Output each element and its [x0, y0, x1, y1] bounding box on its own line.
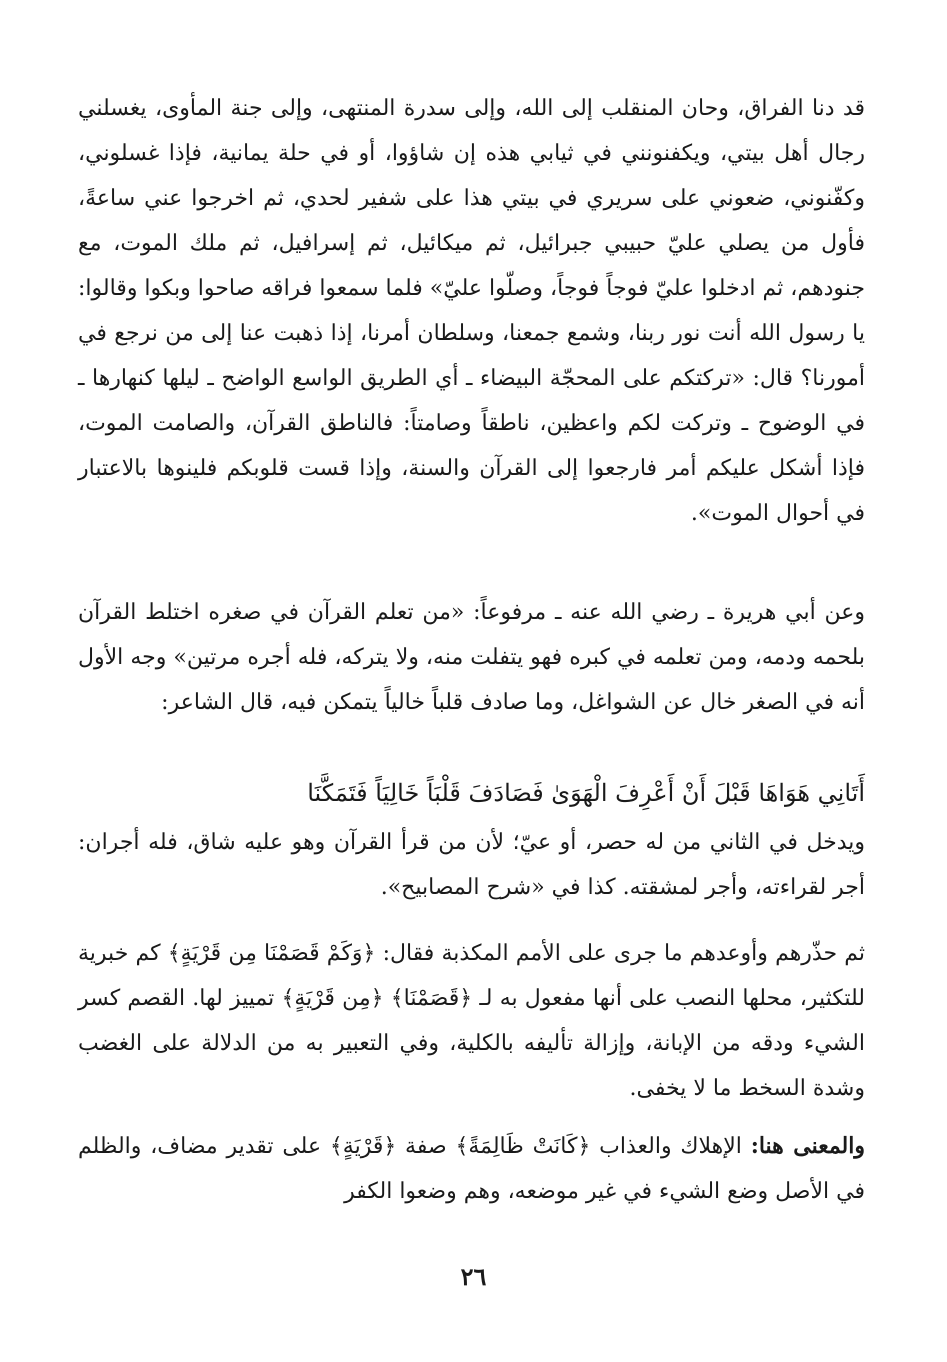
paragraph-qasamna-explanation: ثم حذّرهم وأوعدهم ما جرى على الأمم المكذبة فقال: ﴿وَكَمْ قَصَمْنَا مِن قَرْيَةٍ﴾ كم خبرية للتكثير، محلها النصب على أنها مفعول به لـ ﴿قَصَمْنَا﴾ ﴿مِن قَرْيَةٍ﴾ تمييز لها. القصم كسر الشيء ودقه من الإبانة، وإزالة تأليفه بالكلية، وفي التعبير به من الدلالة على الغضب وشدة السخط ما لا يخفى. — [78, 941, 865, 1101]
paragraph-abu-hurayra-hadith: وعن أبي هريرة ـ رضي الله عنه ـ مرفوعاً: «من تعلم القرآن في صغره اختلط القرآن بلحمه ودمه، ومن تعلمه في كبره فهو يتفلت منه، ولا يتركه، فله أجره مرتين» وجه الأول أنه في الصغر خال عن الشواغل، وما صادف قلباً خالياً يتمكن فيه، قال الشاعر: — [78, 600, 865, 715]
page-number: ٢٦ — [460, 1262, 487, 1291]
paragraph-second-reward: ويدخل في الثاني من له حصر، أو عيّ؛ لأن من قرأ القرآن وهو عليه شاق، فله أجران: أجر لقراءته، وأجر لمشقته. كذا في «شرح المصابيح». — [78, 830, 865, 900]
meaning-lead: والمعنى هنا: — [750, 1133, 865, 1159]
paragraph-farewell-sermon: قد دنا الفراق، وحان المنقلب إلى الله، وإلى سدرة المنتهى، وإلى جنة المأوى، يغسلني رجال أهل بيتي، ويكفنونني في ثيابي هذه إن شاؤوا، أو في حلة يمانية، فإذا غسلوني، وكفّنوني، ضعوني على سريري في بيتي هذا على شفير لحدي، ثم اخرجوا عني ساعةً، فأول من يصلي عليّ حبيبي جبرائيل، ثم ميكائيل، ثم إسرافيل، ثم ملك الموت، مع جنودهم، ثم ادخلوا عليّ فوجاً فوجاً، وصلّوا عليّ» فلما سمعوا فراقه صاحوا وبكوا وقالوا: يا رسول الله أنت نور ربنا، وشمع جمعنا، وسلطان أمرنا، إذا ذهبت عنا إلى من نرجع في أمورنا؟ قال: «تركتكم على المحجّة البيضاء ـ أي الطريق الواسع الواضح ـ ليلها كنهارها ـ في الوضوح ـ وتركت لكم واعظين، ناطقاً وصامتاً: فالناطق القرآن، والصامت الموت، فإذا أشكل عليكم أمر فارجعوا إلى القرآن والسنة، وإذا قست قلوبكم فلينوها بالاعتبار في أحوال الموت». — [78, 96, 865, 526]
meaning-rest: الإهلاك والعذاب ﴿كَانَتْ ظَالِمَةً﴾ صفة ﴿قَرْيَةٍ﴾ على تقدير مضاف، والظلم في الأصل وضع الشيء في غير موضعه، وهم وضعوا الكفر — [78, 1134, 865, 1204]
poetry-verse: أَتَانِي هَوَاهَا قَبْلَ أَنْ أَعْرِفَ الْهَوَىٰ فَصَادَفَ قَلْبَاً خَالِيَاً فَتَمَكَّنَا — [307, 779, 865, 807]
paragraph-meaning — [78, 1124, 865, 1214]
